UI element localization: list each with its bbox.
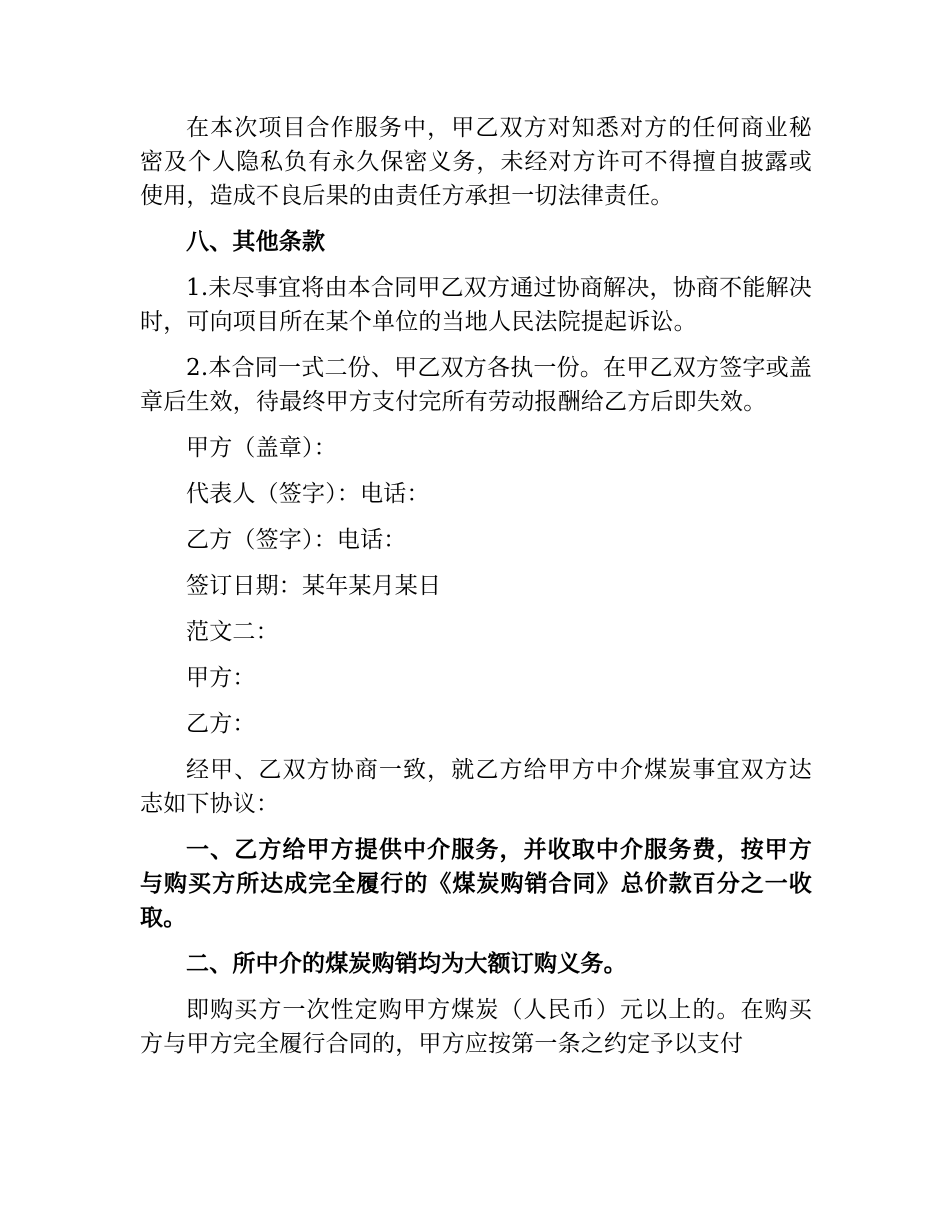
party-a-label: 甲方： [186,665,256,691]
article-2-heading: 二、所中介的煤炭购销均为大额订购义务。 [186,950,627,977]
party-b-signature: 乙方（签字）：电话： [186,527,407,553]
sample-2-label: 范文二： [186,619,279,645]
signing-date: 签订日期：某年某月某日 [186,573,442,599]
section-8-heading: 八、其他条款 [186,228,326,255]
clause-1: 1.未尽事宜将由本合同甲乙双方通过协商解决，协商不能解决时，可向项目所在某个单位的当地人民法院提起诉讼。 [140,275,812,335]
confidentiality-clause: 在本次项目合作服务中，甲乙双方对知悉对方的任何商业秘密及个人隐私负有永久保密义务，未经对方许可不得擅自披露或使用，造成不良后果的由责任方承担一切法律责任。 [140,115,812,209]
clause-2: 2.本合同一式二份、甲乙双方各执一份。在甲乙双方签字或盖章后生效，待最终甲方支付完所有劳动报酬给乙方后即失效。 [140,355,812,415]
party-b-label: 乙方： [186,711,256,737]
article-1: 一、乙方给甲方提供中介服务，并收取中介服务费，按甲方与购买方所达成完全履行的《煤炭购销合同》总价款百分之一收取。 [140,836,812,931]
agreement-intro: 经甲、乙双方协商一致，就乙方给甲方中介煤炭事宜双方达志如下协议： [140,757,812,817]
article-2-body: 即购买方一次性定购甲方煤炭（人民币）元以上的。在购买方与甲方完全履行合同的，甲方应按第一条之约定予以支付 [140,997,812,1057]
representative-signature: 代表人（签字）：电话： [186,481,430,507]
party-a-seal: 甲方（盖章）： [186,435,337,461]
document-page [140,111,812,1073]
